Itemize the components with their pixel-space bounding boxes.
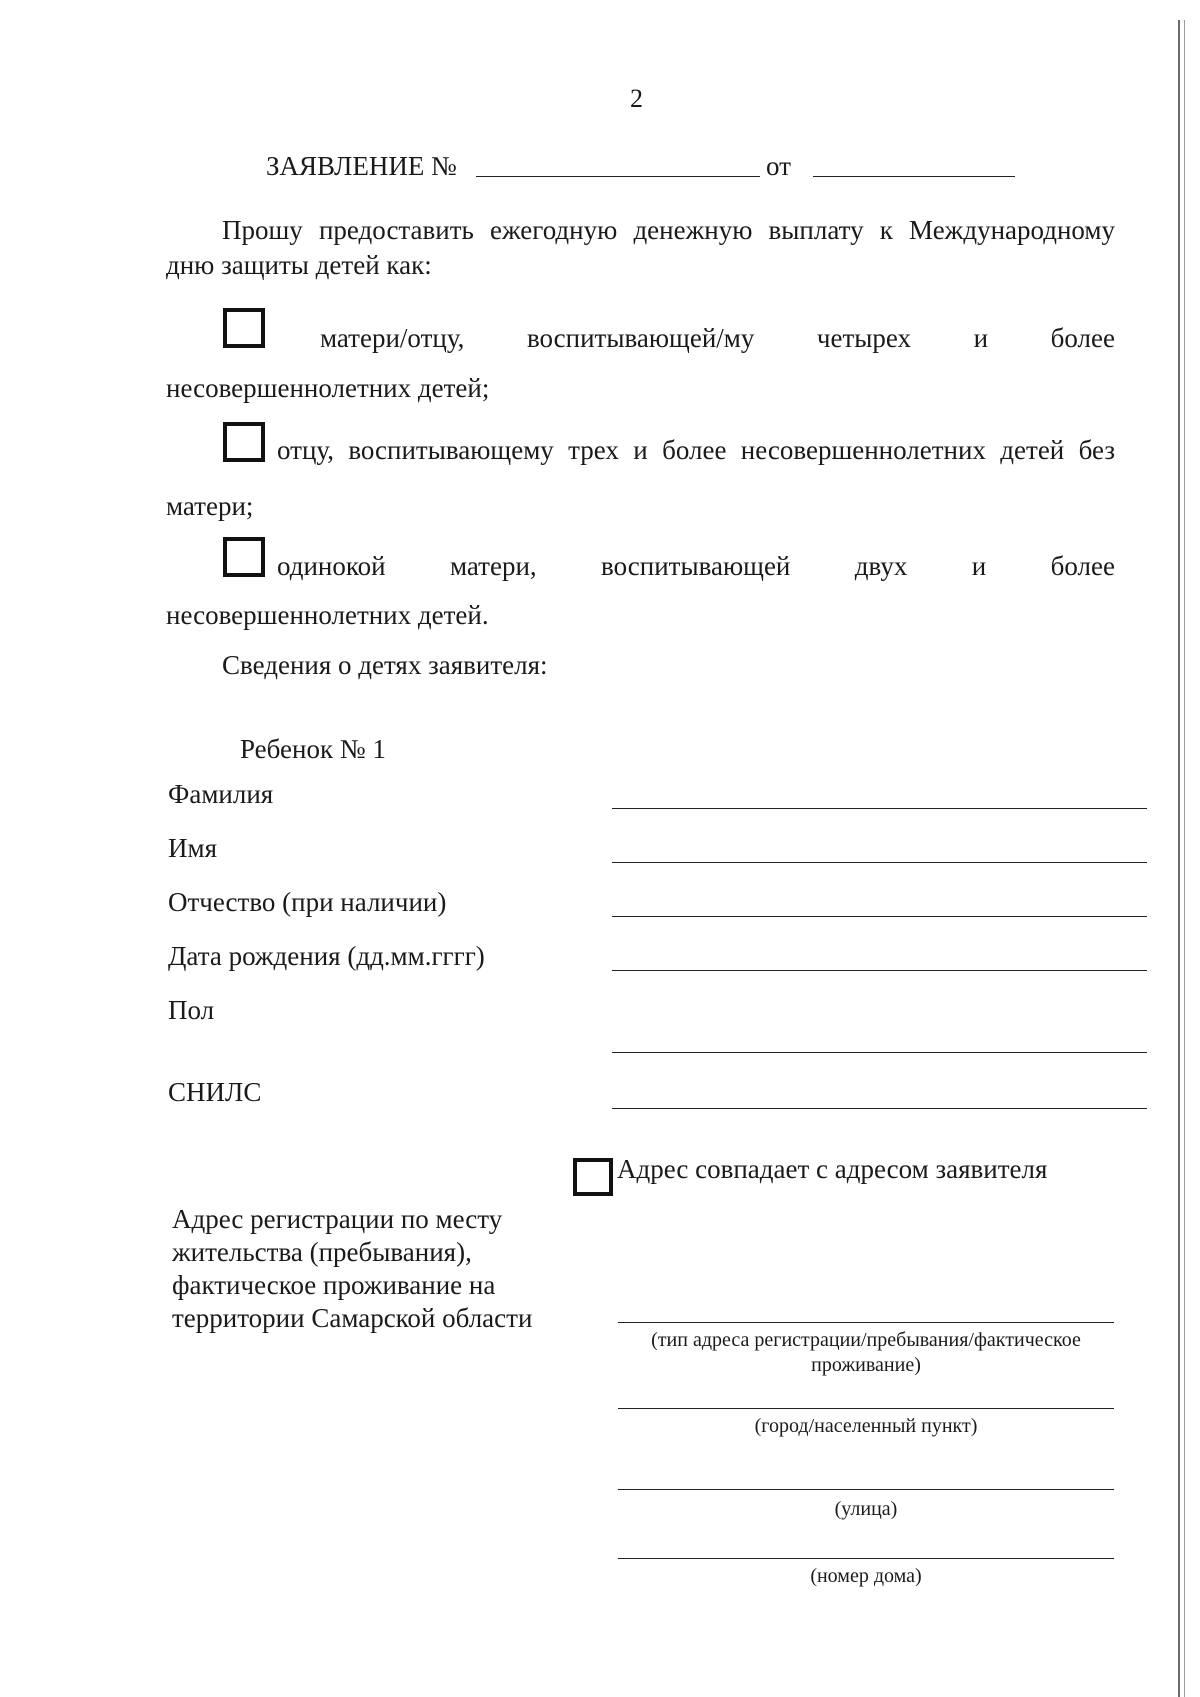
option-1-word: воспитывающей/му	[526, 323, 755, 353]
option-1-word: матери/отцу,	[320, 323, 465, 353]
intro-text: Прошу предоставить ежегодную денежную выплату к Международному	[222, 215, 1115, 245]
option-1-word: и	[973, 323, 989, 353]
same-address-label: Адрес совпадает с адресом заявителя	[617, 1154, 1048, 1184]
option-1-checkbox[interactable]	[223, 308, 265, 348]
address-label-line: жительства (пребывания),	[172, 1237, 472, 1267]
option-1-line-2: несовершеннолетних детей;	[166, 373, 490, 403]
street-input-line[interactable]	[618, 1489, 1114, 1490]
house-input-line[interactable]	[618, 1558, 1114, 1559]
option-2-checkbox[interactable]	[223, 422, 265, 462]
field-label-snils: СНИЛС	[168, 1077, 262, 1107]
city-input-line[interactable]	[618, 1408, 1114, 1409]
option-2-line-1	[277, 434, 1115, 466]
application-date-field[interactable]	[813, 176, 1015, 177]
address-label-line: Адрес регистрации по месту	[172, 1204, 503, 1234]
field-label-sex: Пол	[168, 995, 215, 1025]
option-3-word: воспитывающей	[601, 551, 791, 581]
page-edge-line	[1184, 20, 1185, 1697]
surname-input-line[interactable]	[612, 808, 1147, 809]
address-type-input-line[interactable]	[618, 1322, 1114, 1323]
option-3-word: одинокой	[277, 551, 386, 581]
option-2-line-2: матери;	[166, 491, 254, 521]
field-label-surname: Фамилия	[168, 779, 274, 809]
address-type-caption-1: (тип адреса регистрации/пребывания/фактическое	[651, 1329, 1081, 1351]
page-number: 2	[630, 84, 643, 113]
address-label-line: фактическое проживание на	[172, 1270, 496, 1300]
option-3-checkbox[interactable]	[223, 537, 265, 577]
application-number-field[interactable]	[476, 176, 760, 177]
city-caption: (город/населенный пункт)	[754, 1415, 978, 1437]
option-3-line-1	[277, 550, 1115, 582]
birthdate-input-line[interactable]	[612, 970, 1147, 971]
street-caption: (улица)	[834, 1498, 898, 1520]
option-2-text: отцу, воспитывающему трех и более несовершеннолетних детей без	[277, 435, 1115, 465]
intro-line-1	[222, 214, 1115, 246]
option-1-word: четырех	[816, 323, 912, 353]
sex-input-line[interactable]	[612, 1052, 1147, 1053]
option-1-line-1	[320, 322, 1115, 354]
option-3-line-2: несовершеннолетних детей.	[166, 600, 489, 630]
option-3-word: матери,	[449, 551, 537, 581]
field-label-patronymic: Отчество (при наличии)	[168, 887, 447, 917]
option-3-word: более	[1050, 551, 1115, 581]
date-label: от	[766, 151, 791, 181]
address-type-caption-2: проживание)	[811, 1354, 921, 1376]
field-label-name: Имя	[168, 833, 218, 863]
option-1-word: более	[1050, 323, 1115, 353]
field-label-birthdate: Дата рождения (дд.мм.гггг)	[168, 941, 485, 971]
form-title: ЗАЯВЛЕНИЕ №	[266, 151, 457, 181]
patronymic-input-line[interactable]	[612, 916, 1147, 917]
name-input-line[interactable]	[612, 862, 1147, 863]
address-label-line: территории Самарской области	[172, 1303, 533, 1333]
children-info-title: Сведения о детях заявителя:	[222, 650, 548, 680]
option-3-word: двух	[854, 551, 908, 581]
option-3-word: и	[971, 551, 987, 581]
same-address-checkbox[interactable]	[573, 1158, 613, 1196]
intro-line-2: дню защиты детей как:	[166, 250, 432, 280]
child-heading: Ребенок № 1	[240, 734, 386, 764]
house-caption: (номер дома)	[810, 1565, 922, 1587]
snils-input-line[interactable]	[612, 1108, 1147, 1109]
page-edge-line	[1178, 20, 1180, 1697]
